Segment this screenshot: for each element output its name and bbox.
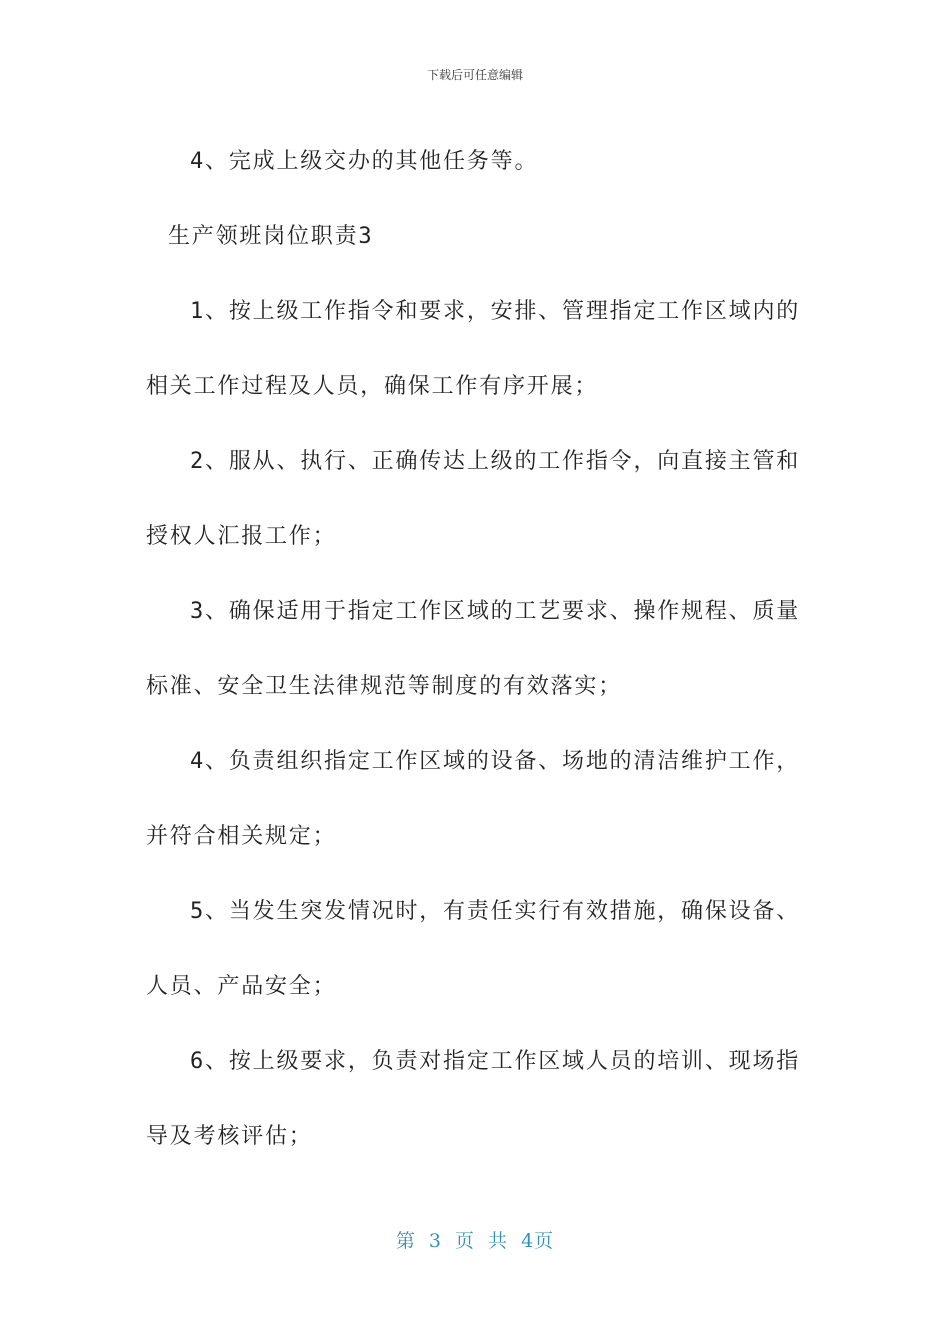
paragraph-line: 授权人汇报工作； <box>146 524 337 549</box>
paragraph-line: 并符合相关规定； <box>146 824 337 849</box>
document-body <box>146 124 806 1174</box>
paragraph-line: 6、按上级要求，负责对指定工作区域人员的培训、现场指 <box>190 1049 801 1074</box>
page-header-note: 下载后可任意编辑 <box>426 68 523 82</box>
page-number-footer: 第 3 页 共 4页 <box>395 1230 555 1252</box>
paragraph-line: 人员、产品安全； <box>146 974 337 999</box>
paragraph-line: 5、当发生突发情况时，有责任实行有效措施，确保设备、 <box>190 899 801 924</box>
paragraph-line: 3、确保适用于指定工作区域的工艺要求、操作规程、质量 <box>190 599 801 624</box>
paragraph-line: 1、按上级工作指令和要求，安排、管理指定工作区域内的 <box>190 299 801 324</box>
paragraph-line: 2、服从、执行、正确传达上级的工作指令，向直接主管和 <box>190 449 801 474</box>
paragraph-line: 标准、安全卫生法律规范等制度的有效落实； <box>146 674 623 699</box>
paragraph-line: 4、完成上级交办的其他任务等。 <box>190 149 539 174</box>
paragraph-line: 4、负责组织指定工作区域的设备、场地的清洁维护工作， <box>190 749 801 774</box>
section-heading: 生产领班岗位职责3 <box>168 224 374 249</box>
paragraph-line: 导及考核评估； <box>146 1124 313 1149</box>
paragraph-line: 相关工作过程及人员，确保工作有序开展； <box>146 374 599 399</box>
